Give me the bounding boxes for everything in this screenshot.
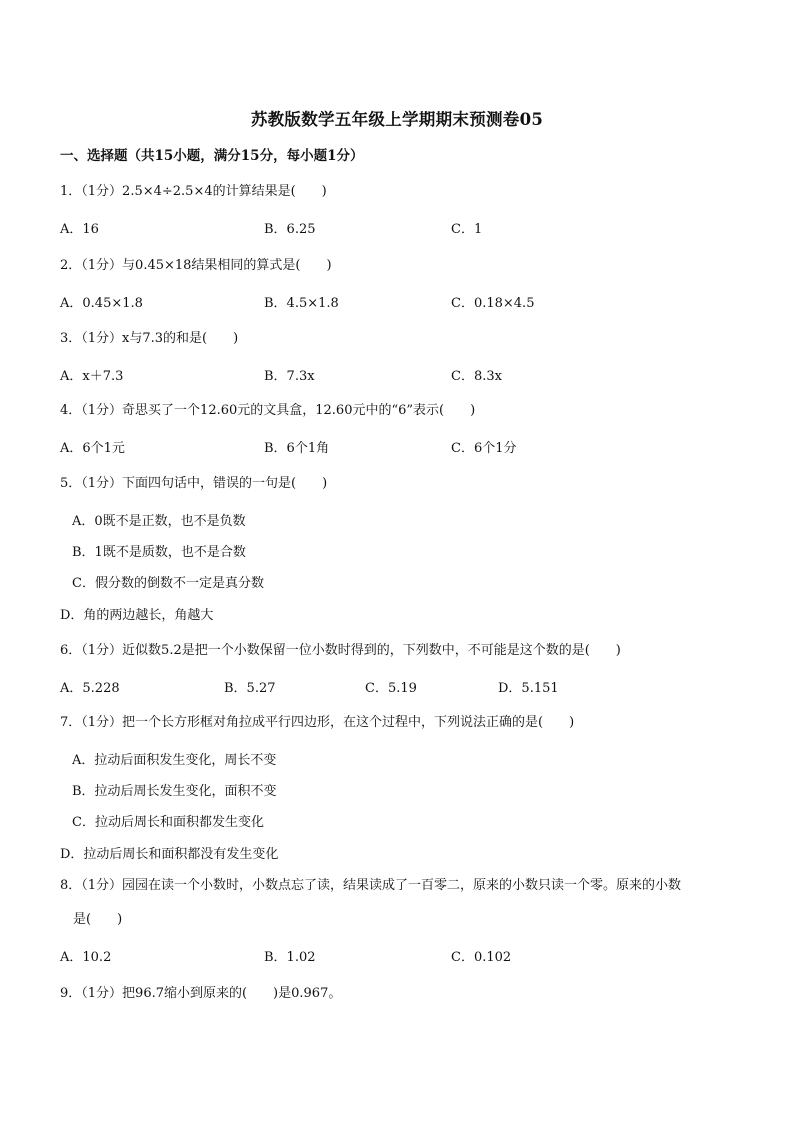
option-1c: C．1 (451, 222, 483, 237)
question-6: 6．（1分）近似数5.2是把一个小数保留一位小数时得到的，下列数中，不可能是这个数的是( ) (60, 643, 621, 658)
option-5a: A．0既不是正数，也不是负数 (72, 514, 246, 529)
option-6b: B．5.27 (224, 681, 276, 696)
question-4: 4．（1分）奇思买了一个12.60元的文具盒，12.60元中的“6”表示( ) (60, 403, 476, 418)
option-8b: B．1.02 (264, 950, 316, 965)
question-8-continued: 是( ) (73, 912, 123, 927)
option-4a: A．6个1元 (60, 441, 125, 456)
option-7a: A．拉动后面积发生变化，周长不变 (72, 753, 277, 768)
option-5b: B．1既不是质数，也不是合数 (72, 545, 246, 560)
page-title: 苏教版数学五年级上学期期末预测卷05 (250, 110, 544, 129)
option-2a: A．0.45×1.8 (60, 296, 143, 311)
option-4b: B．6个1角 (264, 441, 330, 456)
option-3c: C．8.3x (451, 369, 502, 384)
question-1: 1．（1分）2.5×4÷2.5×4的计算结果是( ) (60, 184, 327, 199)
option-7c: C．拉动后周长和面积都发生变化 (72, 815, 264, 830)
option-6c: C．5.19 (365, 681, 417, 696)
question-7: 7．（1分）把一个长方形框对角拉成平行四边形，在这个过程中，下列说法正确的是( ) (60, 715, 575, 730)
option-3b: B．7.3x (264, 369, 315, 384)
question-3: 3．（1分）x与7.3的和是( ) (60, 331, 239, 346)
option-4c: C．6个1分 (451, 441, 517, 456)
question-8: 8．（1分）园园在读一个小数时，小数点忘了读，结果读成了一百零二，原来的小数只读一个零。原来的小数 (60, 878, 682, 893)
option-2b: B．4.5×1.8 (264, 296, 339, 311)
question-2: 2．（1分）与0.45×18结果相同的算式是( ) (60, 258, 332, 273)
option-1a: A．16 (60, 222, 99, 237)
option-2c: C．0.18×4.5 (451, 296, 535, 311)
option-8c: C．0.102 (451, 950, 512, 965)
question-5: 5．（1分）下面四句话中，错误的一句是( ) (60, 476, 328, 491)
option-7b: B．拉动后周长发生变化，面积不变 (72, 784, 277, 799)
question-9: 9．（1分）把96.7缩小到原来的( )是0.967。 (60, 986, 342, 1001)
option-7d: D．拉动后周长和面积都没有发生变化 (60, 847, 279, 862)
option-5c: C．假分数的倒数不一定是真分数 (72, 576, 264, 591)
option-1b: B．6.25 (264, 222, 316, 237)
section-heading: 一、选择题（共15小题，满分15分，每小题1分） (60, 148, 364, 164)
option-6d: D．5.151 (498, 681, 559, 696)
option-3a: A．x＋7.3 (60, 369, 124, 384)
option-5d: D．角的两边越长，角越大 (60, 608, 214, 623)
option-6a: A．5.228 (60, 681, 120, 696)
option-8a: A．10.2 (60, 950, 112, 965)
